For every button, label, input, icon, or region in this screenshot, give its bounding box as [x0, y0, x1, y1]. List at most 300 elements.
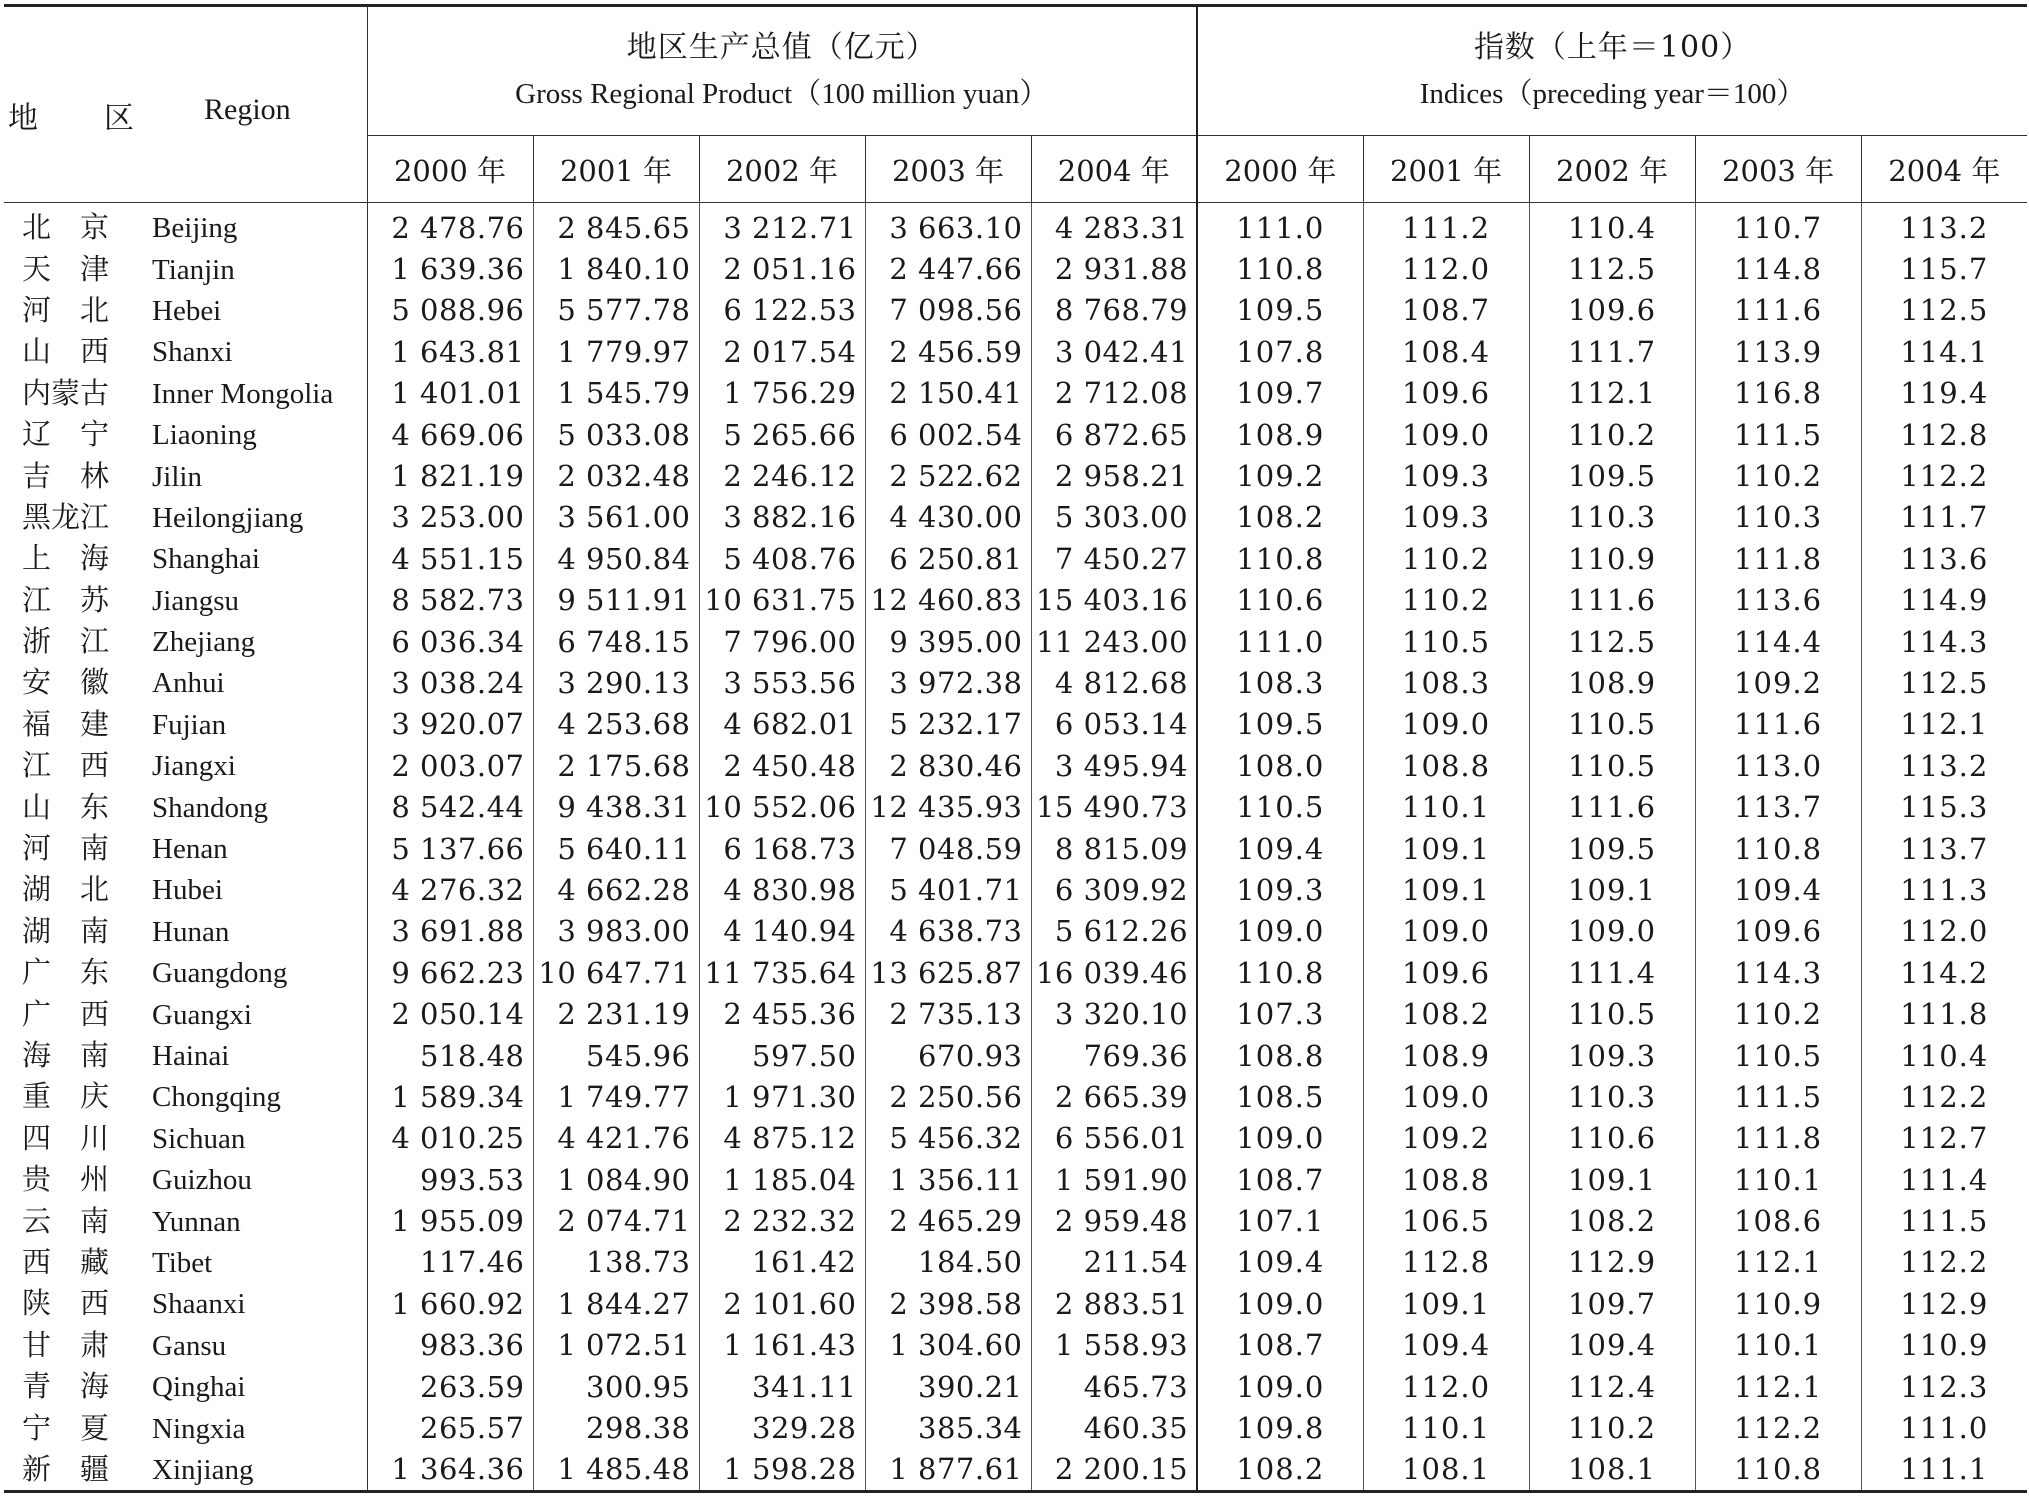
gdp-group-title-en: Gross Regional Product（100 million yuan）	[515, 78, 1049, 110]
gdp-value-cell: 11 243.00	[1031, 621, 1197, 662]
gdp-year-header: 2001 年	[533, 136, 699, 203]
gdp-value-cell: 4 253.68	[533, 704, 699, 745]
statistics-table-container	[4, 4, 2024, 1493]
gdp-value-cell: 2 522.62	[865, 455, 1031, 496]
index-value-cell: 110.2	[1529, 414, 1695, 455]
gdp-value-cell: 3 663.10	[865, 203, 1031, 249]
gdp-value-cell: 1 185.04	[699, 1159, 865, 1200]
index-group-title-en: Indices（preceding year＝100）	[1419, 78, 1806, 110]
region-cell	[4, 662, 367, 703]
index-value-cell: 113.2	[1861, 203, 2027, 249]
gdp-value-cell: 5 640.11	[533, 828, 699, 869]
table-row	[4, 1242, 2027, 1283]
region-cell	[4, 1242, 367, 1283]
region-cell	[4, 745, 367, 786]
gdp-value-cell: 5 137.66	[391, 831, 525, 866]
gdp-value-cell: 3 691.88	[391, 914, 525, 949]
region-name-en: Tibet	[152, 1246, 213, 1279]
region-cell	[4, 1283, 367, 1324]
index-value-cell: 111.6	[1695, 704, 1861, 745]
region-name-cn: 海 南	[22, 1038, 110, 1072]
index-value-cell: 112.5	[1529, 248, 1695, 289]
index-value-cell: 110.6	[1529, 1118, 1695, 1159]
index-value-cell: 109.5	[1529, 828, 1695, 869]
gdp-value-cell: 1 821.19	[391, 459, 525, 494]
index-value-cell: 109.4	[1695, 869, 1861, 910]
gdp-value-cell: 13 625.87	[865, 952, 1031, 993]
index-value-cell: 111.4	[1529, 952, 1695, 993]
gdp-value-cell: 4 010.25	[391, 1121, 525, 1156]
region-name-cn: 重 庆	[22, 1079, 110, 1114]
index-value-cell: 108.7	[1363, 290, 1529, 331]
table-row	[4, 1366, 2027, 1407]
index-value-cell: 111.1	[1861, 1449, 2027, 1492]
index-value-cell: 112.1	[1695, 1242, 1861, 1283]
index-value-cell: 114.9	[1861, 580, 2027, 621]
region-name-en: Jiangsu	[152, 584, 239, 617]
region-cell	[4, 290, 367, 331]
gdp-year-header: 2003 年	[865, 136, 1031, 203]
table-row	[4, 786, 2027, 827]
index-value-cell: 112.9	[1529, 1242, 1695, 1283]
index-value-cell: 112.4	[1529, 1366, 1695, 1407]
region-name-cn: 新 疆	[22, 1451, 110, 1486]
gdp-value-cell: 2 450.48	[699, 745, 865, 786]
gdp-value-cell: 7 450.27	[1031, 538, 1197, 579]
gdp-value-cell: 1 840.10	[533, 248, 699, 289]
index-value-cell: 110.8	[1695, 828, 1861, 869]
index-value-cell: 110.1	[1695, 1325, 1861, 1366]
table-row	[4, 373, 2027, 414]
index-year-header: 2001 年	[1363, 136, 1529, 203]
gdp-value-cell: 2 232.32	[699, 1200, 865, 1241]
gdp-value-cell: 2 447.66	[865, 248, 1031, 289]
region-name-en: Chongqing	[152, 1081, 281, 1114]
index-value-cell: 108.8	[1363, 745, 1529, 786]
gdp-year-header: 2002 年	[699, 136, 865, 203]
gdp-value-cell: 5 577.78	[533, 290, 699, 331]
gdp-value-cell: 1 591.90	[1031, 1159, 1197, 1200]
index-value-cell: 110.5	[1529, 745, 1695, 786]
gdp-value-cell: 1 356.11	[865, 1159, 1031, 1200]
gdp-value-cell: 518.48	[420, 1038, 525, 1073]
index-value-cell: 107.8	[1197, 331, 1363, 372]
gdp-value-cell: 1 844.27	[533, 1283, 699, 1324]
gdp-value-cell: 5 232.17	[865, 704, 1031, 745]
region-name-en: Yunnan	[152, 1205, 241, 1238]
gdp-value-cell: 3 561.00	[533, 497, 699, 538]
region-name-en: Gansu	[152, 1329, 227, 1362]
gdp-value-cell: 2 478.76	[391, 210, 525, 245]
region-header-cn-second: 区	[104, 101, 134, 136]
gdp-value-cell: 4 875.12	[699, 1118, 865, 1159]
index-value-cell: 108.8	[1197, 1035, 1363, 1076]
region-cell	[4, 1118, 367, 1159]
index-value-cell: 110.8	[1197, 952, 1363, 993]
gdp-value-cell: 6 309.92	[1031, 869, 1197, 910]
index-value-cell: 109.5	[1197, 290, 1363, 331]
gdp-value-cell: 6 053.14	[1031, 704, 1197, 745]
index-value-cell: 110.1	[1363, 786, 1529, 827]
gdp-value-cell: 2 101.60	[699, 1283, 865, 1324]
index-value-cell: 109.4	[1197, 828, 1363, 869]
index-value-cell: 110.3	[1529, 1076, 1695, 1117]
gdp-value-cell: 1 955.09	[391, 1204, 525, 1239]
index-value-cell: 108.9	[1197, 414, 1363, 455]
table-row	[4, 1076, 2027, 1117]
index-value-cell: 112.7	[1861, 1118, 2027, 1159]
table-row	[4, 497, 2027, 538]
region-name-cn: 山 西	[22, 334, 110, 369]
region-name-en: Shanxi	[152, 336, 233, 369]
table-row	[4, 952, 2027, 993]
index-value-cell: 109.2	[1363, 1118, 1529, 1159]
gdp-value-cell: 1 598.28	[699, 1449, 865, 1492]
region-name-en: Shaanxi	[152, 1288, 246, 1321]
index-value-cell: 112.8	[1363, 1242, 1529, 1283]
region-cell	[4, 1366, 367, 1407]
region-name-en: Jilin	[152, 460, 202, 493]
region-name-en: Liaoning	[152, 419, 257, 452]
index-value-cell: 110.2	[1529, 1407, 1695, 1448]
index-value-cell: 112.9	[1861, 1283, 2027, 1324]
index-value-cell: 109.0	[1197, 1366, 1363, 1407]
index-value-cell: 108.4	[1363, 331, 1529, 372]
index-value-cell: 110.5	[1529, 704, 1695, 745]
gdp-value-cell: 4 950.84	[533, 538, 699, 579]
gdp-value-cell: 1 401.01	[391, 376, 525, 411]
region-name-cn: 吉 林	[22, 458, 110, 493]
region-name-cn: 河 北	[22, 292, 110, 327]
gdp-value-cell: 1 877.61	[865, 1449, 1031, 1492]
gdp-value-cell: 2 398.58	[865, 1283, 1031, 1324]
header-row-groups	[4, 6, 2027, 136]
region-cell	[4, 248, 367, 289]
gdp-value-cell: 2 735.13	[865, 993, 1031, 1034]
gdp-value-cell: 1 304.60	[865, 1325, 1031, 1366]
gdp-value-cell: 1 589.34	[391, 1079, 525, 1114]
index-value-cell: 112.5	[1861, 290, 2027, 331]
gdp-value-cell: 597.50	[699, 1035, 865, 1076]
gdp-value-cell: 7 796.00	[699, 621, 865, 662]
region-name-en: Guizhou	[152, 1164, 252, 1197]
region-name-cn: 贵 州	[22, 1162, 110, 1197]
region-cell	[4, 373, 367, 414]
index-value-cell: 113.7	[1695, 786, 1861, 827]
gdp-value-cell: 2 665.39	[1031, 1076, 1197, 1117]
gdp-value-cell: 15 490.73	[1031, 786, 1197, 827]
region-name-cn: 黑龙江	[22, 499, 110, 534]
index-value-cell: 112.5	[1861, 662, 2027, 703]
index-value-cell: 110.8	[1695, 1449, 1861, 1492]
index-value-cell: 108.7	[1197, 1159, 1363, 1200]
gdp-value-cell: 2 883.51	[1031, 1283, 1197, 1324]
index-value-cell: 114.2	[1861, 952, 2027, 993]
region-name-cn: 四 川	[22, 1120, 110, 1155]
gdp-value-cell: 4 551.15	[391, 541, 525, 576]
index-value-cell: 109.0	[1363, 414, 1529, 455]
index-value-cell: 114.4	[1695, 621, 1861, 662]
index-value-cell: 109.5	[1197, 704, 1363, 745]
region-name-en: Tianjin	[152, 253, 235, 286]
gdp-value-cell: 2 032.48	[533, 455, 699, 496]
index-value-cell: 110.3	[1695, 497, 1861, 538]
index-value-cell: 106.5	[1363, 1200, 1529, 1241]
table-row	[4, 1200, 2027, 1241]
gdp-value-cell: 3 495.94	[1031, 745, 1197, 786]
gdp-value-cell: 2 231.19	[533, 993, 699, 1034]
region-name-cn: 甘 肃	[22, 1327, 110, 1362]
gdp-value-cell: 3 320.10	[1031, 993, 1197, 1034]
gdp-value-cell: 2 246.12	[699, 455, 865, 496]
gdp-value-cell: 5 401.71	[865, 869, 1031, 910]
index-value-cell: 112.0	[1861, 911, 2027, 952]
index-value-cell: 109.1	[1363, 828, 1529, 869]
gdp-value-cell: 1 660.92	[391, 1286, 525, 1321]
region-name-cn: 安 徽	[22, 665, 110, 700]
region-name-cn: 辽 宁	[22, 417, 110, 452]
gdp-value-cell: 10 552.06	[699, 786, 865, 827]
index-value-cell: 110.4	[1861, 1035, 2027, 1076]
region-name-cn: 广 西	[22, 996, 110, 1031]
gdp-value-cell: 1 364.36	[367, 1449, 533, 1492]
index-value-cell: 112.2	[1695, 1407, 1861, 1448]
gdp-value-cell: 3 920.07	[391, 707, 525, 742]
region-name-en: Xinjiang	[152, 1453, 254, 1486]
gdp-value-cell: 2 200.15	[1031, 1449, 1197, 1492]
index-value-cell: 108.6	[1695, 1200, 1861, 1241]
index-value-cell: 111.7	[1529, 331, 1695, 372]
gdp-value-cell: 3 038.24	[391, 665, 525, 700]
index-value-cell: 119.4	[1861, 373, 2027, 414]
index-value-cell: 107.1	[1197, 1200, 1363, 1241]
gdp-value-cell: 12 460.83	[865, 580, 1031, 621]
gdp-value-cell: 2 931.88	[1031, 248, 1197, 289]
index-value-cell: 110.5	[1695, 1035, 1861, 1076]
region-name-en: Ningxia	[152, 1412, 246, 1445]
region-cell	[4, 497, 367, 538]
region-cell	[4, 786, 367, 827]
region-cell	[4, 455, 367, 496]
gdp-value-cell: 3 882.16	[699, 497, 865, 538]
gdp-value-cell: 983.36	[420, 1328, 525, 1363]
gdp-value-cell: 298.38	[533, 1407, 699, 1448]
index-value-cell: 110.4	[1529, 203, 1695, 249]
gdp-value-cell: 211.54	[1031, 1242, 1197, 1283]
gdp-value-cell: 465.73	[1031, 1366, 1197, 1407]
gdp-value-cell: 1 779.97	[533, 331, 699, 372]
index-value-cell: 109.3	[1363, 455, 1529, 496]
gdp-value-cell: 3 553.56	[699, 662, 865, 703]
region-name-cn: 江 西	[22, 748, 110, 783]
table-row	[4, 1407, 2027, 1448]
index-value-cell: 110.2	[1363, 538, 1529, 579]
index-value-cell: 113.6	[1695, 580, 1861, 621]
gdp-value-cell: 8 815.09	[1031, 828, 1197, 869]
gdp-value-cell: 117.46	[420, 1245, 525, 1280]
index-value-cell: 110.8	[1197, 538, 1363, 579]
gdp-value-cell: 263.59	[420, 1369, 525, 1404]
gdp-value-cell: 3 983.00	[533, 911, 699, 952]
region-cell	[4, 993, 367, 1034]
index-value-cell: 108.1	[1363, 1449, 1529, 1492]
gdp-value-cell: 161.42	[699, 1242, 865, 1283]
region-name-cn: 河 南	[22, 831, 110, 866]
index-value-cell: 111.0	[1197, 621, 1363, 662]
gdp-value-cell: 6 002.54	[865, 414, 1031, 455]
index-value-cell: 108.1	[1529, 1449, 1695, 1492]
gdp-value-cell: 4 421.76	[533, 1118, 699, 1159]
gdp-value-cell: 184.50	[865, 1242, 1031, 1283]
gdp-value-cell: 1 749.77	[533, 1076, 699, 1117]
gdp-value-cell: 2 074.71	[533, 1200, 699, 1241]
index-value-cell: 108.2	[1197, 497, 1363, 538]
table-row	[4, 1449, 2027, 1492]
region-name-en: Hubei	[152, 874, 223, 907]
gdp-value-cell: 1 545.79	[533, 373, 699, 414]
region-cell	[4, 203, 367, 249]
index-value-cell: 115.7	[1861, 248, 2027, 289]
index-value-cell: 109.7	[1197, 373, 1363, 414]
index-value-cell: 111.6	[1529, 786, 1695, 827]
region-cell	[4, 331, 367, 372]
gdp-value-cell: 3 253.00	[391, 500, 525, 535]
gdp-value-cell: 6 748.15	[533, 621, 699, 662]
index-value-cell: 111.8	[1861, 993, 2027, 1034]
index-value-cell: 109.0	[1363, 1076, 1529, 1117]
index-value-cell: 108.9	[1363, 1035, 1529, 1076]
gdp-value-cell: 1 639.36	[391, 252, 525, 287]
table-row	[4, 538, 2027, 579]
index-year-header: 2002 年	[1529, 136, 1695, 203]
gdp-value-cell: 4 682.01	[699, 704, 865, 745]
index-value-cell: 108.9	[1529, 662, 1695, 703]
gdp-value-cell: 3 290.13	[533, 662, 699, 703]
gdp-value-cell: 10 647.71	[533, 952, 699, 993]
gdp-value-cell: 2 175.68	[533, 745, 699, 786]
gdp-value-cell: 545.96	[533, 1035, 699, 1076]
index-value-cell: 111.6	[1529, 580, 1695, 621]
region-cell	[4, 1449, 367, 1492]
gdp-value-cell: 7 098.56	[865, 290, 1031, 331]
gdp-year-header: 2000 年	[367, 136, 533, 203]
table-row	[4, 455, 2027, 496]
region-cell	[4, 580, 367, 621]
gdp-value-cell: 4 283.31	[1031, 203, 1197, 249]
region-cell	[4, 1076, 367, 1117]
region-cell	[4, 1407, 367, 1448]
region-name-cn: 江 苏	[22, 582, 110, 617]
index-value-cell: 112.2	[1861, 455, 2027, 496]
gdp-value-cell: 1 971.30	[699, 1076, 865, 1117]
table-header	[4, 6, 2027, 203]
region-name-cn: 青 海	[22, 1369, 110, 1404]
index-value-cell: 110.1	[1695, 1159, 1861, 1200]
region-cell	[4, 538, 367, 579]
gdp-value-cell: 1 643.81	[391, 334, 525, 369]
gdp-value-cell: 9 511.91	[533, 580, 699, 621]
index-value-cell: 108.0	[1197, 745, 1363, 786]
table-row	[4, 745, 2027, 786]
gdp-value-cell: 3 042.41	[1031, 331, 1197, 372]
gdp-value-cell: 1 084.90	[533, 1159, 699, 1200]
index-value-cell: 109.0	[1197, 1283, 1363, 1324]
gdp-value-cell: 6 250.81	[865, 538, 1031, 579]
gdp-value-cell: 4 812.68	[1031, 662, 1197, 703]
index-value-cell: 111.2	[1363, 203, 1529, 249]
region-cell	[4, 621, 367, 662]
gdp-value-cell: 2 845.65	[533, 203, 699, 249]
index-value-cell: 112.1	[1861, 704, 2027, 745]
gdp-value-cell: 2 003.07	[391, 748, 525, 783]
region-name-cn: 福 建	[22, 706, 110, 741]
gdp-value-cell: 5 408.76	[699, 538, 865, 579]
region-name-en: Qinghai	[152, 1371, 246, 1404]
index-value-cell: 113.2	[1861, 745, 2027, 786]
region-name-en: Fujian	[152, 708, 227, 741]
region-name-cn: 宁 夏	[22, 1410, 110, 1445]
table-row	[4, 1159, 2027, 1200]
index-value-cell: 110.5	[1529, 993, 1695, 1034]
gdp-value-cell: 993.53	[420, 1162, 525, 1197]
region-name-en: Shandong	[152, 791, 268, 824]
gdp-value-cell: 12 435.93	[865, 786, 1031, 827]
index-value-cell: 107.3	[1197, 993, 1363, 1034]
index-value-cell: 109.1	[1529, 1159, 1695, 1200]
gdp-group-title-cn: 地区生产总值（亿元）	[626, 30, 937, 65]
region-cell	[4, 952, 367, 993]
table-row	[4, 704, 2027, 745]
gdp-year-header: 2004 年	[1031, 136, 1197, 203]
gdp-value-cell: 329.28	[699, 1407, 865, 1448]
gdp-value-cell: 1 756.29	[699, 373, 865, 414]
region-name-cn: 西 藏	[22, 1244, 110, 1279]
index-value-cell: 113.0	[1695, 745, 1861, 786]
index-value-cell: 109.4	[1529, 1325, 1695, 1366]
gdp-value-cell: 2 150.41	[865, 373, 1031, 414]
gdp-value-cell: 7 048.59	[865, 828, 1031, 869]
region-cell	[4, 414, 367, 455]
index-value-cell: 111.8	[1695, 538, 1861, 579]
index-value-cell: 112.1	[1695, 1366, 1861, 1407]
gdp-value-cell: 2 712.08	[1031, 373, 1197, 414]
index-value-cell: 114.1	[1861, 331, 2027, 372]
region-header-cn-first: 地	[8, 101, 38, 136]
index-value-cell: 109.1	[1363, 1283, 1529, 1324]
index-value-cell: 112.8	[1861, 414, 2027, 455]
index-value-cell: 110.3	[1529, 497, 1695, 538]
region-name-cn: 陕 西	[22, 1286, 110, 1321]
index-value-cell: 109.1	[1363, 869, 1529, 910]
gdp-value-cell: 2 250.56	[865, 1076, 1031, 1117]
gdp-value-cell: 8 768.79	[1031, 290, 1197, 331]
region-name-cn: 上 海	[22, 541, 110, 576]
table-row	[4, 828, 2027, 869]
region-name-en: Anhui	[152, 667, 225, 700]
region-name-en: Zhejiang	[152, 626, 256, 659]
index-value-cell: 110.2	[1695, 993, 1861, 1034]
region-name-en: Henan	[152, 833, 228, 866]
gdp-group-header	[367, 6, 1197, 136]
gdp-value-cell: 5 303.00	[1031, 497, 1197, 538]
index-value-cell: 110.9	[1861, 1325, 2027, 1366]
index-value-cell: 111.5	[1861, 1200, 2027, 1241]
gdp-value-cell: 1 485.48	[533, 1449, 699, 1492]
table-row	[4, 621, 2027, 662]
index-value-cell: 111.6	[1695, 290, 1861, 331]
gdp-by-region-table	[4, 4, 2027, 1493]
index-value-cell: 108.7	[1197, 1325, 1363, 1366]
